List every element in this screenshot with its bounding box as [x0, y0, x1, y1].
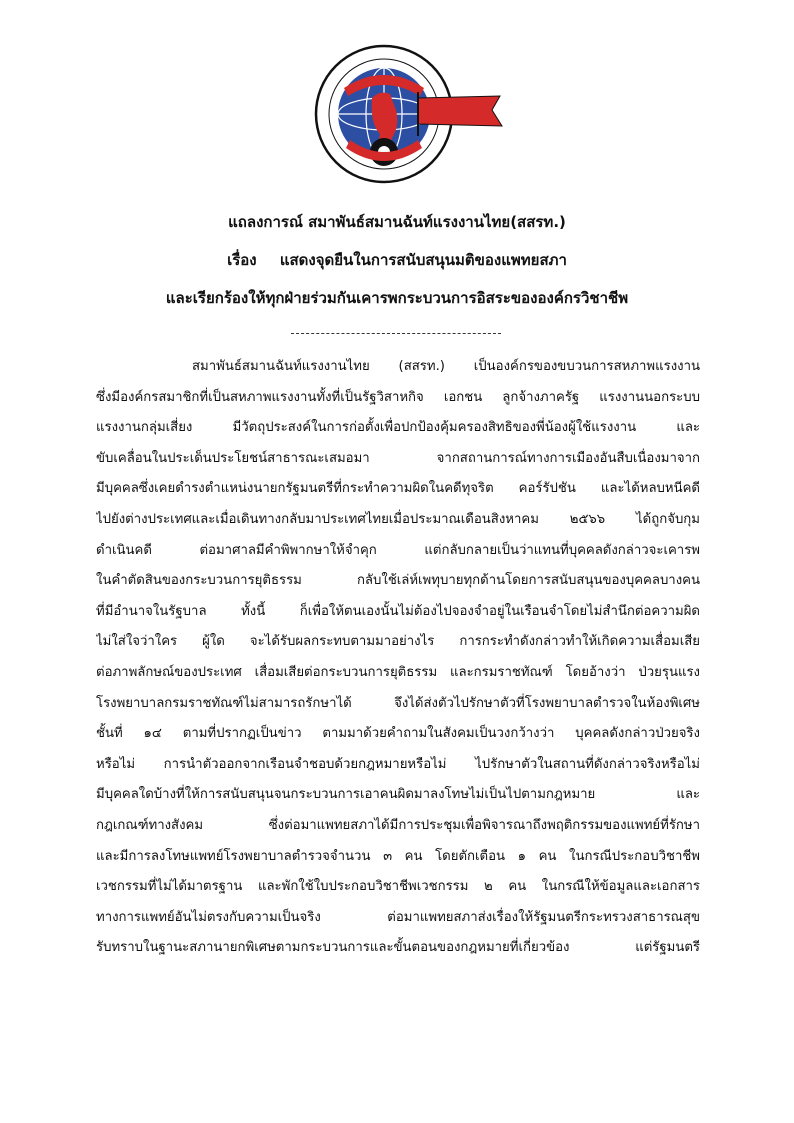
body-line: ไปยังต่างประเทศและเมื่อเดินทางกลับมาประเทศไทยเมื่อประมาณเดือนสิงหาคม ๒๕๖๖ ได้ถูกจับกุม	[96, 511, 700, 527]
statement-subject	[60, 250, 734, 270]
body-line: หรือไม่ การนำตัวออกจากเรือนจำชอบด้วยกฎหมายหรือไม่ ไปรักษาตัวในสถานที่ดังกล่าวจริงหรือไม่	[96, 756, 700, 772]
body-line: แรงงานกลุ่มเสี่ยง มีวัตถุประสงค์ในการก่อตั้งเพื่อปกป้องคุ้มครองสิทธิของพี่น้องผู้ใช้แรงงาน และ	[96, 420, 700, 436]
statement-body	[96, 352, 700, 964]
body-line: กฎเกณฑ์ทางสังคม ซึ่งต่อมาแพทยสภาได้มีการประชุมเพื่อพิจารณาถึงพฤติกรรมของแพทย์ที่รักษา	[96, 817, 700, 833]
body-line: และมีการลงโทษแพทย์โรงพยาบาลตำรวจจำนวน ๓ คน โดยตักเตือน ๑ คน ในกรณีประกอบวิชาชีพ	[96, 848, 700, 864]
tlsc-logo-graphic	[310, 40, 510, 188]
body-line: สมาพันธ์สมานฉันท์แรงงานไทย (สสรท.) เป็นองค์กรของขบวนการสหภาพแรงงาน	[192, 359, 700, 374]
body-line: ที่มีอำนาจในรัฐบาล ทั้งนี้ ก็เพื่อให้ตนเองนั้นไม่ต้องไปจองจำอยู่ในเรือนจำโดยไม่สำนึกต่อความผิด	[96, 603, 700, 619]
body-line: ขับเคลื่อนในประเด็นประโยชน์สาธารณะเสมอมา จากสถานการณ์ทางการเมืองอันสืบเนื่องมาจาก	[96, 450, 700, 466]
body-line: ซึ่งมีองค์กรสมาชิกที่เป็นสหภาพแรงงานทั้งที่เป็นรัฐวิสาหกิจ เอกชน ลูกจ้างภาครัฐ แรงงานนอกระบบ	[96, 389, 700, 405]
body-line: รับทราบในฐานะสภานายกพิเศษตามกระบวนการและขั้นตอนของกฎหมายที่เกี่ยวข้อง แต่รัฐมนตรี	[96, 940, 700, 956]
body-line: โรงพยาบาลกรมราชทัณฑ์ไม่สามารถรักษาได้ จึงได้ส่งตัวไปรักษาตัวที่โรงพยาบาลตำรวจในห้องพิเศษ	[96, 695, 700, 711]
body-line: ดำเนินคดี ต่อมาศาลมีคำพิพากษาให้จำคุก แต่กลับกลายเป็นว่าแทนที่บุคคลดังกล่าวจะเคารพ	[96, 542, 700, 558]
body-line: ไม่ใส่ใจว่าใคร ผู้ใด จะได้รับผลกระทบตามมาอย่างไร การกระทำดังกล่าวทำให้เกิดความเสื่อมเสีย	[96, 634, 700, 650]
statement-subtitle: และเรียกร้องให้ทุกฝ่ายร่วมกันเคารพกระบวนการอิสระขององค์กรวิชาชีพ	[165, 289, 629, 307]
body-line: ในคำตัดสินของกระบวนการยุติธรรม กลับใช้เล่ห์เพทุบายทุกด้านโดยการสนับสนุนของบุคคลบางคน	[96, 573, 700, 589]
statement-title: แถลงการณ์ สมาพันธ์สมานฉันท์แรงงานไทย(สสรท.)	[228, 213, 566, 231]
subject-text: แสดงจุดยืนในการสนับสนุนมติของแพทยสภา	[279, 251, 567, 269]
body-line: มีบุคคลใดบ้างที่ให้การสนับสนุนจนกระบวนการเอาคนผิดมาลงโทษไม่เป็นไปตามกฎหมาย และ	[96, 787, 700, 803]
subject-label: เรื่อง	[227, 251, 257, 269]
divider-line	[291, 333, 501, 334]
body-line: ชั้นที่ ๑๔ ตามที่ปรากฏเป็นข่าว ตามมาด้วยคำถามในสังคมเป็นวงกว้างว่า บุคคลดังกล่าวป่วยจริง	[96, 726, 700, 742]
body-line: เวชกรรมที่ไม่ได้มาตรฐาน และพักใช้ใบประกอบวิชาชีพเวชกรรม ๒ คน ในกรณีให้ข้อมูลและเอกสาร	[96, 879, 700, 895]
body-line: ต่อภาพลักษณ์ของประเทศ เสื่อมเสียต่อกระบวนการยุติธรรม และกรมราชทัณฑ์ โดยอ้างว่า ป่วยรุนแรง	[96, 664, 700, 680]
tlsc-logo	[310, 40, 510, 188]
body-line: ทางการแพทย์อันไม่ตรงกับความเป็นจริง ต่อมาแพทยสภาส่งเรื่องให้รัฐมนตรีกระทรวงสาธารณสุข	[96, 909, 700, 925]
body-line: มีบุคคลซึ่งเคยดำรงตำแหน่งนายกรัฐมนตรีที่กระทำความผิดในคดีทุจริต คอร์รัปชัน และได้หลบหนีคดี	[96, 481, 700, 497]
